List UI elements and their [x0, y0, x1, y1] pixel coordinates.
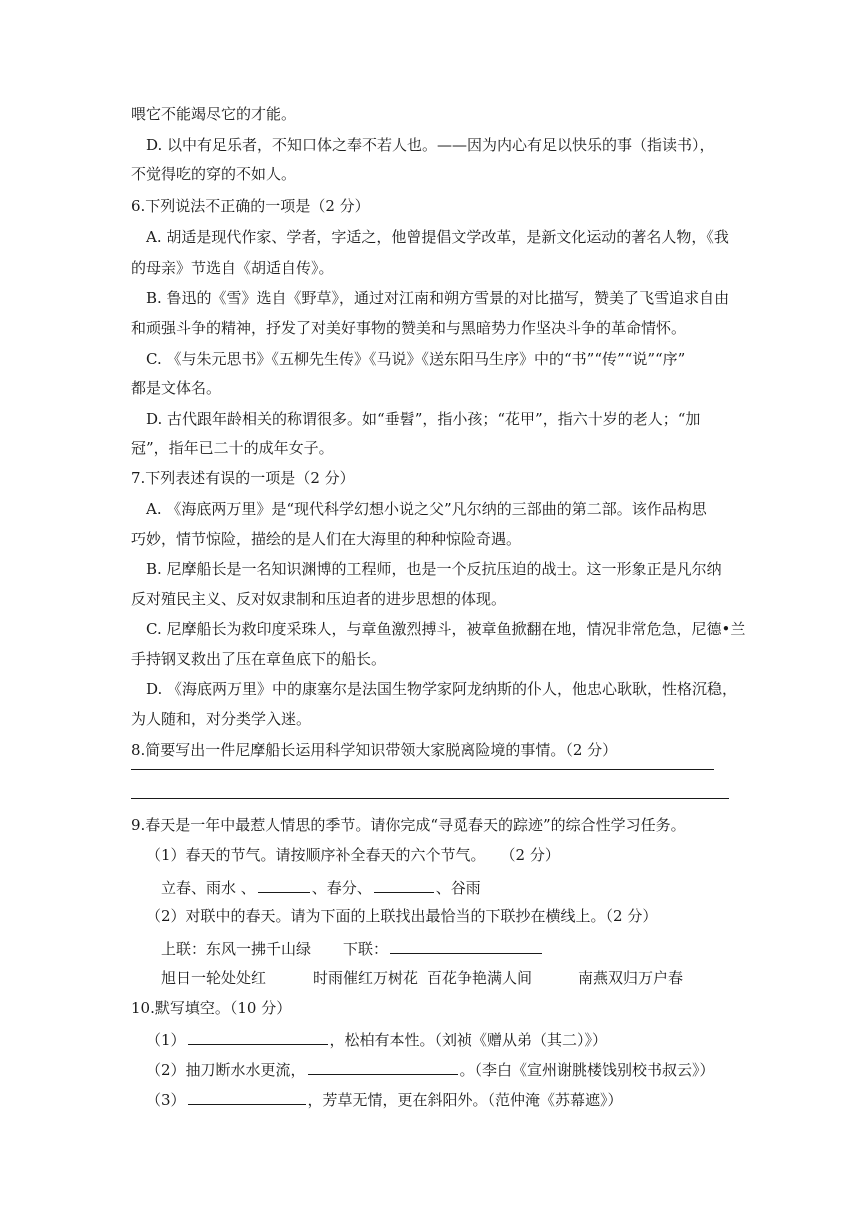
- q7-option-c-line1: C. 尼摩船长为救印度采珠人，与章鱼激烈搏斗，被章鱼掀翻在地，情况非常危急，尼德•兰: [146, 620, 746, 638]
- couplet-upper: 上联：东风一拂千山绿: [161, 940, 312, 958]
- couplet-lower-blank[interactable]: [390, 937, 542, 954]
- recitation-blank-1[interactable]: [188, 1028, 328, 1045]
- couplet-option-4: 南燕双归万户春: [578, 969, 684, 987]
- recitation-line-3: [146, 1088, 623, 1110]
- couplet-lower-label: 下联：: [343, 940, 389, 958]
- q5-option-d-line2: 不觉得吃的穿的不如人。: [131, 165, 297, 183]
- solar-term-blank-2[interactable]: [374, 876, 434, 893]
- q6-option-b-line2: 和顽强斗争的精神，抒发了对美好事物的赞美和与黑暗势力作坚决斗争的革命情怀。: [131, 319, 687, 337]
- q9-stem: 9.春天是一年中最惹人情思的季节。请你完成“寻觅春天的踪迹”的综合性学习任务。: [131, 816, 686, 834]
- q6-option-d-line2: 冠”，指年已二十的成年女子。: [131, 439, 334, 457]
- recitation-blank-2[interactable]: [308, 1058, 458, 1075]
- couplet-option-3: 百花争艳满人间: [427, 969, 533, 987]
- q9-part1-prompt: （1）春天的节气。请按顺序补全春天的六个节气。 （2 分）: [146, 846, 560, 864]
- q8-answer-line-2[interactable]: [131, 798, 729, 799]
- q7-option-a-line1: A. 《海底两万里》是“现代科学幻想小说之父”凡尔纳的三部曲的第二部。该作品构思: [146, 500, 707, 518]
- q6-option-b-line1: B. 鲁迅的《雪》选自《野草》，通过对江南和朔方雪景的对比描写，赞美了飞雪追求自由: [146, 289, 730, 307]
- q7-option-d-line1: D. 《海底两万里》中的康塞尔是法国生物学家阿龙纳斯的仆人，他忠心耿耿，性格沉稳，: [146, 680, 738, 698]
- couplet-option-1: 旭日一轮处处红: [161, 969, 267, 987]
- q7-option-c-line2: 手持钢叉救出了压在章鱼底下的船长。: [131, 650, 387, 668]
- q5-option-d-line1: D. 以中有足乐者，不知口体之奉不若人也。——因为内心有足以快乐的事（指读书），: [146, 136, 715, 154]
- q6-stem: 6.下列说法不正确的一项是（2 分）: [131, 197, 370, 215]
- q7-option-b-line2: 反对殖民主义、反对奴隶制和压迫者的进步思想的体现。: [131, 590, 507, 608]
- recitation-2-text-post: 。（李白《宣州谢朓楼饯别校书叔云》）: [459, 1061, 715, 1079]
- recitation-line-1: [146, 1028, 607, 1050]
- solar-term-blank-1[interactable]: [258, 876, 310, 893]
- recitation-1-text: ，松柏有本性。（刘祯《赠从弟（其二）》）: [329, 1031, 608, 1049]
- recitation-line-2: [146, 1058, 715, 1080]
- q7-option-d-line2: 为人随和，对分类学入迷。: [131, 710, 312, 728]
- q8-answer-line-1[interactable]: [131, 769, 714, 770]
- solar-terms-given-c: 、谷雨: [435, 879, 481, 897]
- recitation-blank-3[interactable]: [188, 1088, 306, 1105]
- couplet-option-2: 时雨催红万树花: [313, 969, 419, 987]
- q6-option-c-line1: C. 《与朱元思书》《五柳先生传》《马说》《送东阳马生序》中的“书”“传”“说”“序”: [146, 350, 686, 368]
- q6-option-d-line1: D. 古代跟年龄相关的称谓很多。如“垂髫”，指小孩；“花甲”，指六十岁的老人；“加: [146, 410, 701, 428]
- q6-option-a-line1: A. 胡适是现代作家、学者，字适之，他曾提倡文学改革，是新文化运动的著名人物，《我: [146, 228, 729, 246]
- q10-stem: 10.默写填空。（10 分）: [131, 999, 292, 1017]
- q9-solar-terms-line: [161, 876, 481, 898]
- recitation-3-text: ，芳草无情，更在斜阳外。（范仲淹《苏幕遮》）: [307, 1091, 623, 1109]
- q9-part2-prompt: （2）对联中的春天。请为下面的上联找出最恰当的下联抄在横线上。（2 分）: [146, 907, 658, 925]
- q7-stem: 7.下列表述有误的一项是（2 分）: [131, 469, 355, 487]
- solar-terms-given-a: 立春、雨水 、: [161, 879, 256, 897]
- recitation-1-number: （1）: [146, 1031, 186, 1049]
- q7-option-a-line2: 巧妙，情节惊险，描绘的是人们在大海里的种种惊险奇遇。: [131, 530, 522, 548]
- q7-option-b-line1: B. 尼摩船长是一名知识渊博的工程师，也是一个反抗压迫的战士。这一形象正是凡尔纳: [146, 560, 722, 578]
- couplet-upper-line: [161, 937, 544, 959]
- q8-stem: 8.简要写出一件尼摩船长运用科学知识带领大家脱离险境的事情。（2 分）: [131, 741, 618, 759]
- solar-terms-given-b: 、春分、: [311, 879, 372, 897]
- q6-option-a-line2: 的母亲》节选自《胡适自传》。: [131, 259, 334, 277]
- recitation-2-text-pre: （2）抽刀断水水更流，: [146, 1061, 306, 1079]
- q5-tail-line: 喂它不能竭尽它的才能。: [131, 105, 297, 123]
- recitation-3-number: （3）: [146, 1091, 186, 1109]
- q6-option-c-line2: 都是文体名。: [131, 379, 222, 397]
